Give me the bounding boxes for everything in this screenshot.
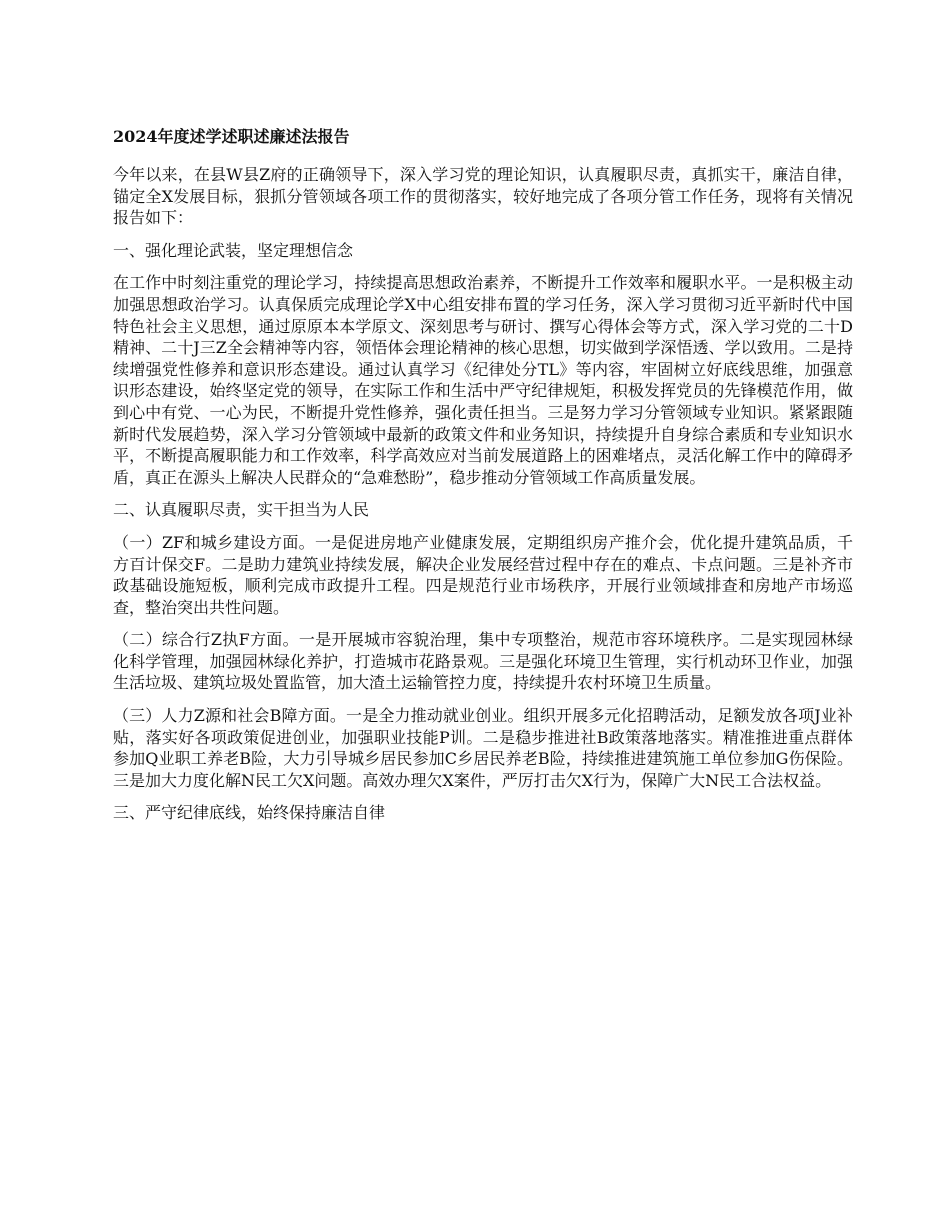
- section-2-paragraph-law-enforcement: （二）综合行Z执F方面。一是开展城市容貌治理，集中专项整治，规范市容环境秩序。二是实现园林绿化科学管理，加强园林绿化养护，打造城市花路景观。三是强化环境卫生管理，实行机动环卫作业，加强生活垃圾、建筑垃圾处置监管，加大渣土运输管控力度，持续提升农村环境卫生质量。: [113, 630, 853, 693]
- section-2-paragraph-housing: （一）ZF和城乡建设方面。一是促进房地产业健康发展，定期组织房产推介会，优化提升建筑品质，千方百计保交F。二是助力建筑业持续发展，解决企业发展经营过程中存在的难点、卡点问题。三是补齐市政基础设施短板，顺利完成市政提升工程。四是规范行业市场秩序，开展行业领域排查和房地产市场巡查，整治突出共性问题。: [113, 532, 853, 617]
- document-title: 2024年度述学述职述廉述法报告: [113, 127, 350, 146]
- section-1-body: 在工作中时刻注重党的理论学习，持续提高思想政治素养，不断提升工作效率和履职水平。一是积极主动加强思想政治学习。认真保质完成理论学X中心组安排布置的学习任务，深入学习贯彻习近平新时代中国特色社会主义思想，通过原原本本学原文、深刻思考与研讨、撰写心得体会等方式，深入学习党的二十D精神、二十J三Z全会精神等内容，领悟体会理论精神的核心思想，切实做到学深悟透、学以致用。二是持续增强党性修养和意识形态建设。通过认真学习《纪律处分TL》等内容，牢固树立好底线思维，加强意识形态建设，始终坚定党的领导，在实际工作和生活中严守纪律规矩，积极发挥党员的先锋模范作用，做到心中有党、一心为民，不断提升党性修养，强化责任担当。三是努力学习分管领域专业知识。紧紧跟随新时代发展趋势，深入学习分管领域中最新的政策文件和业务知识，持续提升自身综合素质和专业知识水平，不断提高履职能力和工作效率，科学高效应对当前发展道路上的困难堵点，灵活化解工作中的障碍矛盾，真正在源头上解决人民群众的“急难愁盼”，稳步推动分管领域工作高质量发展。: [113, 273, 853, 487]
- intro-paragraph: 今年以来，在县W县Z府的正确领导下，深入学习党的理论知识，认真履职尽责，真抓实干，廉洁自律，锚定全X发展目标，狠抓分管领域各项工作的贯彻落实，较好地完成了各项分管工作任务，现将有关情况报告如下：: [113, 165, 853, 228]
- section-2-paragraph-social-security: （三）人力Z源和社会B障方面。一是全力推动就业创业。组织开展多元化招聘活动，足额发放各项J业补贴，落实好各项政策促进创业，加强职业技能P训。二是稳步推进社B政策落地落实。精准推进重点群体参加Q业职工养老B险，大力引导城乡居民参加C乡居民养老B险，持续推进建筑施工单位参加G伤保险。三是加大力度化解N民工欠X问题。高效办理欠X案件，严厉打击欠X行为，保障广大N民工合法权益。: [113, 706, 853, 790]
- document-page: [113, 122, 853, 835]
- section-2-heading: 二、认真履职尽责，实干担当为人民: [113, 500, 370, 520]
- section-1-heading: 一、强化理论武装，坚定理想信念: [113, 240, 354, 260]
- section-3-heading: 三、严守纪律底线，始终保持廉洁自律: [113, 803, 386, 823]
